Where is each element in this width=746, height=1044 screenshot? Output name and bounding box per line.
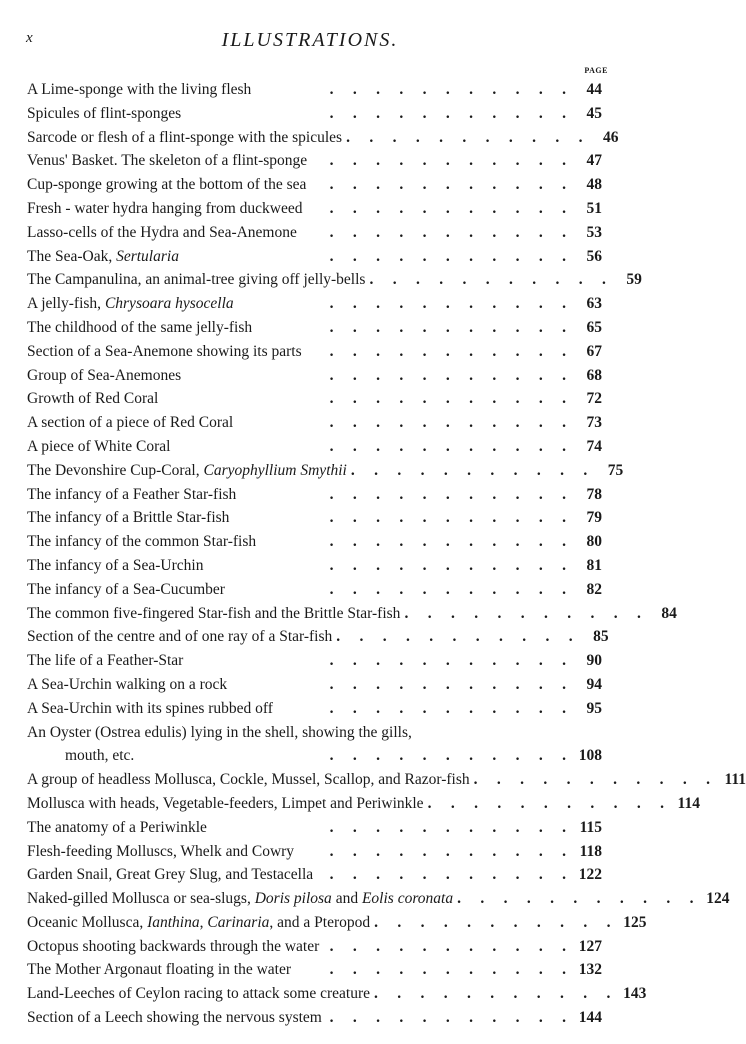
list-item xyxy=(27,387,602,411)
entry-page-number: 114 xyxy=(677,794,700,812)
dot-leader xyxy=(252,316,572,340)
entry-text: The infancy of a Brittle Star-fish xyxy=(27,509,230,527)
entry-page-number: 144 xyxy=(578,1009,602,1027)
entry-page-number: 75 xyxy=(607,461,624,479)
entry-title xyxy=(27,78,251,102)
list-item xyxy=(27,602,677,626)
entry-species-name: Caryophyllium Smythii xyxy=(203,461,347,479)
entry-page-number: 125 xyxy=(623,913,647,931)
dot-leader xyxy=(302,340,572,364)
entry-text: Lasso-cells of the Hydra and Sea-Anemone xyxy=(27,223,297,241)
dot-leader xyxy=(234,292,572,316)
entry-text: A Sea-Urchin with its spines rubbed off xyxy=(27,699,273,717)
list-item xyxy=(27,364,602,388)
entry-text: The Sea-Oak, xyxy=(27,247,117,265)
entry-title xyxy=(27,911,370,935)
entry-title xyxy=(27,292,234,316)
dot-leader xyxy=(227,673,572,697)
page-column-label: PAGE xyxy=(584,66,608,75)
entry-text: The common five-fingered Star-fish and the Brittle Star-fish xyxy=(27,604,401,622)
illustrations-list xyxy=(27,78,746,1030)
entry-title xyxy=(27,459,347,483)
entry-title xyxy=(27,506,229,530)
dot-leader xyxy=(322,1006,572,1030)
entry-page-number: 118 xyxy=(579,842,602,860)
entry-title xyxy=(27,126,342,150)
entry-page-number: 79 xyxy=(586,509,602,527)
list-item xyxy=(27,126,619,150)
dot-leader xyxy=(424,792,670,816)
entry-page-number: 85 xyxy=(593,628,609,646)
entry-title xyxy=(27,387,158,411)
entry-title xyxy=(27,649,183,673)
dot-leader xyxy=(181,102,572,126)
entry-page-number: 115 xyxy=(579,818,602,836)
entry-page-number: 56 xyxy=(586,247,602,265)
list-item xyxy=(27,887,730,911)
entry-page-number: 122 xyxy=(578,866,602,884)
entry-text: A piece of White Coral xyxy=(27,437,171,455)
entry-text: A group of headless Mollusca, Cockle, Mussel, Scallop, and Razor-fish xyxy=(27,771,470,789)
entry-text: A Sea-Urchin walking on a rock xyxy=(27,675,228,693)
entry-species-name: Doris pilosa xyxy=(254,890,332,908)
entry-title xyxy=(27,435,170,459)
entry-title xyxy=(27,792,424,816)
list-item xyxy=(27,554,602,578)
entry-page-number: 48 xyxy=(586,176,602,194)
entry-page-number: 80 xyxy=(586,533,602,551)
entry-text: The life of a Feather-Star xyxy=(27,652,184,670)
list-item xyxy=(27,483,602,507)
list-item xyxy=(27,768,746,792)
entry-page-number: 94 xyxy=(586,675,602,693)
entry-text: The childhood of the same jelly-fish xyxy=(27,318,253,336)
list-item xyxy=(27,816,602,840)
entry-species-name: Ianthina xyxy=(147,913,200,931)
dot-leader xyxy=(332,625,578,649)
entry-title xyxy=(27,340,302,364)
entry-page-number: 67 xyxy=(586,342,602,360)
entry-page-number: 65 xyxy=(586,318,602,336)
list-item xyxy=(27,530,602,554)
dot-leader xyxy=(306,173,572,197)
list-item xyxy=(27,911,647,935)
dot-leader xyxy=(400,602,646,626)
entry-page-number: 59 xyxy=(626,271,642,289)
dot-leader xyxy=(158,387,572,411)
list-item xyxy=(27,102,602,126)
entry-title xyxy=(27,768,470,792)
list-item xyxy=(27,506,602,530)
entry-page-number: 82 xyxy=(586,580,602,598)
list-item xyxy=(27,578,602,602)
dot-leader xyxy=(313,863,572,887)
dot-leader xyxy=(307,149,572,173)
dot-leader xyxy=(170,435,572,459)
dot-leader xyxy=(342,126,588,150)
entry-text: Fresh - water hydra hanging from duckweed xyxy=(27,199,303,217)
entry-page-number: 90 xyxy=(586,652,602,670)
list-item xyxy=(27,316,602,340)
entry-species-name: Chrysoara hysocella xyxy=(104,295,234,313)
entry-text: A section of a piece of Red Coral xyxy=(27,414,234,432)
entry-text: Section of a Sea-Anemone showing its parts xyxy=(27,342,302,360)
entry-page-number: 111 xyxy=(724,771,746,789)
entry-title xyxy=(27,724,412,741)
entry-page-number: 45 xyxy=(586,104,602,122)
entry-title xyxy=(27,602,400,626)
dot-leader xyxy=(181,364,572,388)
entry-page-number: 44 xyxy=(586,81,602,98)
entry-species-name: Sertularia xyxy=(116,247,179,265)
entry-text: The anatomy of a Periwinkle xyxy=(27,818,207,836)
entry-page-number: 84 xyxy=(661,604,677,622)
list-item xyxy=(27,625,609,649)
entry-page-number: 47 xyxy=(586,152,602,170)
entry-species-name: Carinaria xyxy=(207,913,270,931)
entry-title xyxy=(27,530,256,554)
entry-title xyxy=(27,245,179,269)
list-item xyxy=(27,245,602,269)
list-item xyxy=(27,459,624,483)
dot-leader xyxy=(370,982,616,1006)
entry-title xyxy=(27,149,307,173)
entry-text: The infancy of a Sea-Urchin xyxy=(27,556,204,574)
dot-leader xyxy=(203,554,572,578)
list-item xyxy=(27,149,602,173)
entry-page-number: 78 xyxy=(586,485,602,503)
list-item xyxy=(27,840,602,864)
list-item xyxy=(27,721,602,769)
entry-page-number: 127 xyxy=(578,937,602,955)
entry-title xyxy=(27,268,365,292)
entry-title xyxy=(27,411,233,435)
list-item xyxy=(27,340,602,364)
list-item xyxy=(27,78,602,102)
entry-title xyxy=(27,483,236,507)
entry-title xyxy=(27,863,313,887)
entry-page-number: 132 xyxy=(578,961,602,979)
entry-text: Mollusca with heads, Vegetable-feeders, Limpet and Periwinkle xyxy=(27,794,424,812)
entry-page-number: 124 xyxy=(706,890,730,908)
dot-leader xyxy=(319,935,572,959)
entry-text: Venus' Basket. The skeleton of a flint-sponge xyxy=(27,152,308,170)
entry-text: The Devonshire Cup-Coral, xyxy=(27,461,204,479)
entry-page-number: 73 xyxy=(586,414,602,432)
dot-leader xyxy=(302,197,572,221)
entry-page-number: 143 xyxy=(623,985,647,1003)
list-item xyxy=(27,958,602,982)
entry-text: , and a Pteropod xyxy=(269,913,371,931)
entry-text: An Oyster (Ostrea edulis) lying in the shell, showing the gills, xyxy=(27,723,412,741)
entry-title xyxy=(27,173,306,197)
entry-text: Spicules of flint-sponges xyxy=(27,104,182,122)
entry-text: Section of the centre and of one ray of a Star-fish xyxy=(27,628,333,646)
list-item xyxy=(27,292,602,316)
entry-text: Sarcode or flesh of a flint-sponge with the spicules xyxy=(27,128,343,146)
entry-text: Naked-gilled Mollusca or sea-slugs, xyxy=(27,890,255,908)
list-item xyxy=(27,673,602,697)
entry-species-name: Eolis coronata xyxy=(361,890,454,908)
entry-title xyxy=(27,316,252,340)
entry-text: A jelly-fish, xyxy=(27,295,105,313)
entry-first-line xyxy=(27,721,602,745)
dot-leader xyxy=(470,768,716,792)
dot-leader xyxy=(225,578,572,602)
entry-text: A Lime-sponge with the living flesh xyxy=(27,81,252,98)
entry-page-number: 46 xyxy=(602,128,619,146)
entry-title xyxy=(27,840,294,864)
entry-title xyxy=(27,673,227,697)
dot-leader xyxy=(134,744,572,768)
dot-leader xyxy=(294,840,572,864)
dot-leader xyxy=(236,483,572,507)
dot-leader xyxy=(229,506,572,530)
entry-text: Octopus shooting backwards through the water xyxy=(27,937,320,955)
entry-page-number: 63 xyxy=(586,295,602,313)
list-item xyxy=(27,935,602,959)
entry-text: Land-Leeches of Ceylon racing to attack some creature xyxy=(27,985,370,1003)
entry-title xyxy=(27,982,370,1006)
entry-title xyxy=(27,935,319,959)
entry-text: Growth of Red Coral xyxy=(27,390,159,408)
entry-text: The infancy of the common Star-fish xyxy=(27,533,257,551)
list-item xyxy=(27,982,647,1006)
entry-page-number: 108 xyxy=(578,747,602,765)
list-item xyxy=(27,697,602,721)
list-item xyxy=(27,268,642,292)
entry-page-number: 72 xyxy=(586,390,602,408)
dot-leader xyxy=(233,411,572,435)
entry-title xyxy=(27,197,302,221)
entry-title xyxy=(27,816,207,840)
dot-leader xyxy=(297,221,572,245)
dot-leader xyxy=(370,911,616,935)
entry-title xyxy=(27,221,297,245)
entry-text: Section of a Leech showing the nervous system xyxy=(27,1009,322,1027)
entry-text: , xyxy=(199,913,208,931)
dot-leader xyxy=(183,649,572,673)
entry-title xyxy=(27,958,291,982)
entry-page-number: 68 xyxy=(586,366,602,384)
list-item xyxy=(27,411,602,435)
entry-title xyxy=(27,625,332,649)
entry-page-number: 74 xyxy=(586,437,602,455)
entry-text: and xyxy=(331,890,362,908)
list-item xyxy=(27,221,602,245)
dot-leader xyxy=(291,958,572,982)
dot-leader xyxy=(347,459,593,483)
entry-title xyxy=(27,102,181,126)
dot-leader xyxy=(453,887,699,911)
list-item xyxy=(27,435,602,459)
entry-text: Flesh-feeding Molluscs, Whelk and Cowry xyxy=(27,842,295,860)
entry-title xyxy=(27,554,203,578)
list-item xyxy=(27,173,602,197)
dot-leader xyxy=(251,78,572,102)
entry-text: Group of Sea-Anemones xyxy=(27,366,182,384)
entry-text: The Mother Argonaut floating in the water xyxy=(27,961,292,979)
entry-page-number: 95 xyxy=(586,699,602,717)
dot-leader xyxy=(365,268,611,292)
entry-title xyxy=(27,697,273,721)
entry-text: Garden Snail, Great Grey Slug, and Testacella xyxy=(27,866,314,884)
entry-page-number: 51 xyxy=(586,199,602,217)
running-head: ILLUSTRATIONS. xyxy=(221,29,399,51)
entry-text: The Campanulina, an animal-tree giving off jelly-bells xyxy=(27,271,366,289)
list-item xyxy=(27,1006,602,1030)
entry-page-number: 53 xyxy=(586,223,602,241)
entry-continuation: mouth, etc. xyxy=(65,747,135,765)
entry-title xyxy=(27,1006,322,1030)
entry-title xyxy=(27,578,225,602)
page-folio: x xyxy=(26,30,34,46)
dot-leader xyxy=(256,530,572,554)
entry-page-number: 81 xyxy=(586,556,602,574)
entry-continuation-line xyxy=(27,744,602,768)
entry-title xyxy=(27,364,181,388)
list-item xyxy=(27,649,602,673)
list-item xyxy=(27,197,602,221)
dot-leader xyxy=(273,697,572,721)
entry-text: The infancy of a Feather Star-fish xyxy=(27,485,237,503)
list-item xyxy=(27,792,700,816)
entry-text: The infancy of a Sea-Cucumber xyxy=(27,580,225,598)
entry-text: Cup-sponge growing at the bottom of the sea xyxy=(27,176,307,194)
dot-leader xyxy=(179,245,572,269)
dot-leader xyxy=(207,816,572,840)
list-item xyxy=(27,863,602,887)
entry-title xyxy=(27,887,453,911)
entry-text: Oceanic Mollusca, xyxy=(27,913,148,931)
